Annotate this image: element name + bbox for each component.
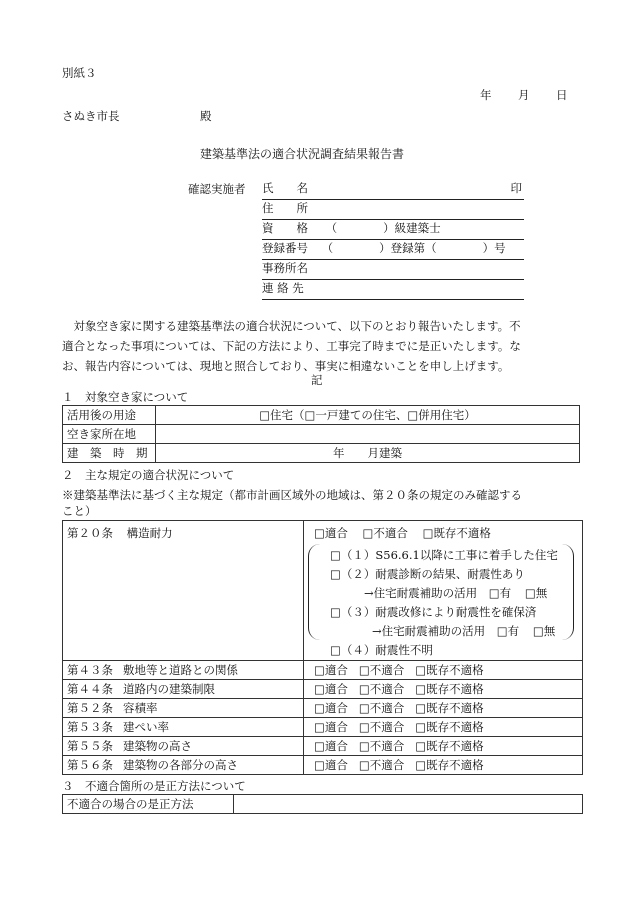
compliance-cell — [304, 737, 583, 756]
seal-mark: 印 — [510, 181, 522, 195]
table-row — [63, 680, 583, 699]
subsidy-no[interactable]: □ 無 — [525, 586, 547, 600]
row-label: 活用後の用途 — [63, 406, 156, 425]
table-row — [63, 718, 583, 737]
compliance-cell — [304, 661, 583, 680]
report-paragraph — [62, 316, 521, 376]
option-existing-nonconforming[interactable]: □ 既存不適格 — [415, 700, 483, 716]
option-noncompliant[interactable]: □ 不適合 — [359, 719, 404, 735]
option-noncompliant[interactable]: □ 不適合 — [359, 757, 404, 773]
confirmer-fields — [262, 180, 524, 300]
article-cell — [63, 718, 304, 737]
addressee: さぬき市長 — [62, 109, 120, 123]
paragraph-line: お、報告内容については、現地と照合しており、事実に相違ないことを申し上げます。 — [62, 359, 510, 373]
attachment-label: 別紙３ — [62, 66, 97, 80]
correction-method-field[interactable] — [234, 795, 583, 814]
article-name: 建築物の高さ — [123, 739, 192, 753]
option-noncompliant[interactable]: □ 不適合 — [363, 525, 408, 541]
field-contact[interactable] — [262, 280, 524, 300]
option-compliant[interactable]: □ 適合 — [314, 700, 348, 716]
field-registration-value: （ ）登録第（ ）号 — [321, 241, 506, 255]
option-existing-nonconforming[interactable]: □ 既存不適格 — [415, 662, 483, 678]
option-compliant[interactable]: □ 適合 — [314, 662, 348, 678]
suboption-post-1981[interactable]: □ （１）S56.6.1以降に工事に着手した住宅 — [330, 546, 578, 565]
table-row — [63, 661, 583, 680]
field-address-label: 住 所 — [262, 201, 308, 215]
confirmer-label: 確認実施者 — [188, 182, 246, 196]
field-registration-label: 登録番号 — [262, 241, 308, 255]
date-day: 日 — [556, 88, 568, 102]
option-existing-nonconforming[interactable]: □ 既存不適格 — [415, 681, 483, 697]
table-row — [63, 444, 580, 463]
option-compliant[interactable]: □ 適合 — [314, 719, 348, 735]
article-name: 建ぺい率 — [123, 720, 169, 734]
option-existing-nonconforming[interactable]: □ 既存不適格 — [423, 525, 491, 541]
compliance-cell — [304, 718, 583, 737]
table-row — [63, 795, 583, 814]
option-noncompliant[interactable]: □ 不適合 — [359, 662, 404, 678]
article-name: 建築物の各部分の高さ — [123, 758, 238, 772]
subsidy-no[interactable]: □ 無 — [533, 624, 555, 638]
article-cell — [63, 521, 304, 661]
option-noncompliant[interactable]: □ 不適合 — [359, 681, 404, 697]
subsidy-label: →住宅耐震補助の活用 — [364, 586, 478, 600]
option-compliant[interactable]: □ 適合 — [314, 681, 348, 697]
field-qualification-value: （ ）級建築士 — [325, 221, 441, 235]
article-cell — [63, 661, 304, 680]
field-office-name[interactable] — [262, 260, 524, 280]
field-registration-number[interactable] — [262, 240, 524, 260]
table-row — [63, 406, 580, 425]
date-month: 月 — [518, 88, 530, 102]
option-existing-nonconforming[interactable]: □ 既存不適格 — [415, 757, 483, 773]
table-row — [63, 425, 580, 444]
option-compliant[interactable]: □ 適合 — [314, 525, 348, 541]
field-name-label: 氏 名 — [262, 181, 308, 195]
option-existing-nonconforming[interactable]: □ 既存不適格 — [415, 719, 483, 735]
compliance-options — [308, 525, 578, 541]
paragraph-line: 対象空き家に関する建築基準法の適合状況について、以下のとおり報告いたします。不 — [62, 319, 521, 333]
date-year: 年 — [480, 88, 492, 102]
subsidy-yes[interactable]: □ 有 — [497, 624, 519, 638]
field-address[interactable] — [262, 200, 524, 220]
suboption-retrofit[interactable]: □ （３）耐震改修により耐震性を確保済 — [330, 603, 578, 622]
subsidy-yes[interactable]: □ 有 — [489, 586, 511, 600]
subsidy-label: →住宅耐震補助の活用 — [372, 624, 486, 638]
article-name: 敷地等と道路との関係 — [123, 663, 238, 677]
compliance-cell — [304, 699, 583, 718]
row-label: 空き家所在地 — [63, 425, 156, 444]
table-row — [63, 521, 583, 661]
section1-heading: １ 対象空き家について — [62, 390, 189, 404]
field-qualification[interactable] — [262, 220, 524, 240]
article-cell — [63, 699, 304, 718]
field-qualification-label: 資 格 — [262, 221, 308, 235]
option-existing-nonconforming[interactable]: □ 既存不適格 — [415, 738, 483, 754]
article-number: 第５３条 — [67, 720, 113, 734]
article-number: 第４４条 — [67, 682, 113, 696]
honorific: 殿 — [200, 109, 212, 123]
option-compliant[interactable]: □ 適合 — [314, 757, 348, 773]
document-title: 建築基準法の適合状況調査結果報告書 — [200, 147, 405, 161]
article-cell — [63, 737, 304, 756]
article-name: 構造耐力 — [126, 526, 173, 540]
correction-table — [62, 794, 583, 814]
paragraph-line: 適合となった事項については、下記の方法により、工事完了時までに是正いたします。な — [62, 339, 521, 353]
table-row — [63, 756, 583, 775]
suboption-diagnosis[interactable]: □ （２）耐震診断の結果、耐震性あり — [330, 565, 578, 584]
suboption-unknown[interactable]: □ （４）耐震性不明 — [330, 641, 578, 660]
table-row — [63, 699, 583, 718]
option-noncompliant[interactable]: □ 不適合 — [359, 700, 404, 716]
row-label: 建 築 時 期 — [63, 444, 156, 463]
article-number: 第２０条 — [67, 526, 113, 540]
location-value[interactable] — [156, 425, 580, 444]
property-table — [62, 405, 580, 463]
ki-label: 記 — [311, 373, 323, 387]
option-noncompliant[interactable]: □ 不適合 — [359, 738, 404, 754]
article-number: 第５２条 — [67, 701, 113, 715]
compliance-table — [62, 520, 583, 775]
section3-heading: ３ 不適合箇所の是正方法について — [62, 779, 246, 793]
article-number: 第５６条 — [67, 758, 113, 772]
section2-heading: ２ 主な規定の適合状況について — [62, 468, 235, 482]
table-row — [63, 737, 583, 756]
field-name[interactable] — [262, 180, 524, 200]
build-date-value[interactable]: 年 月建築 — [156, 444, 580, 463]
article-number: 第４３条 — [67, 663, 113, 677]
section2-note-cont: こと） — [62, 504, 97, 518]
article-name: 容積率 — [123, 701, 158, 715]
article-cell — [63, 756, 304, 775]
bracket-frame — [308, 544, 574, 640]
article-number: 第５５条 — [67, 739, 113, 753]
correction-label: 不適合の場合の是正方法 — [63, 795, 234, 814]
field-office-label: 事務所名 — [262, 261, 308, 275]
compliance-cell — [304, 756, 583, 775]
field-contact-label: 連 絡 先 — [262, 281, 304, 295]
section2-note: ※建築基準法に基づく主な規定（都市計画区域外の地域は、第２０条の規定のみ確認する — [62, 488, 522, 502]
option-compliant[interactable]: □ 適合 — [314, 738, 348, 754]
usage-value[interactable]: □住宅（□一戸建ての住宅、□併用住宅） — [156, 406, 580, 425]
compliance-cell — [304, 680, 583, 699]
article-name: 道路内の建築制限 — [123, 682, 215, 696]
compliance-cell — [304, 521, 583, 661]
article-cell — [63, 680, 304, 699]
